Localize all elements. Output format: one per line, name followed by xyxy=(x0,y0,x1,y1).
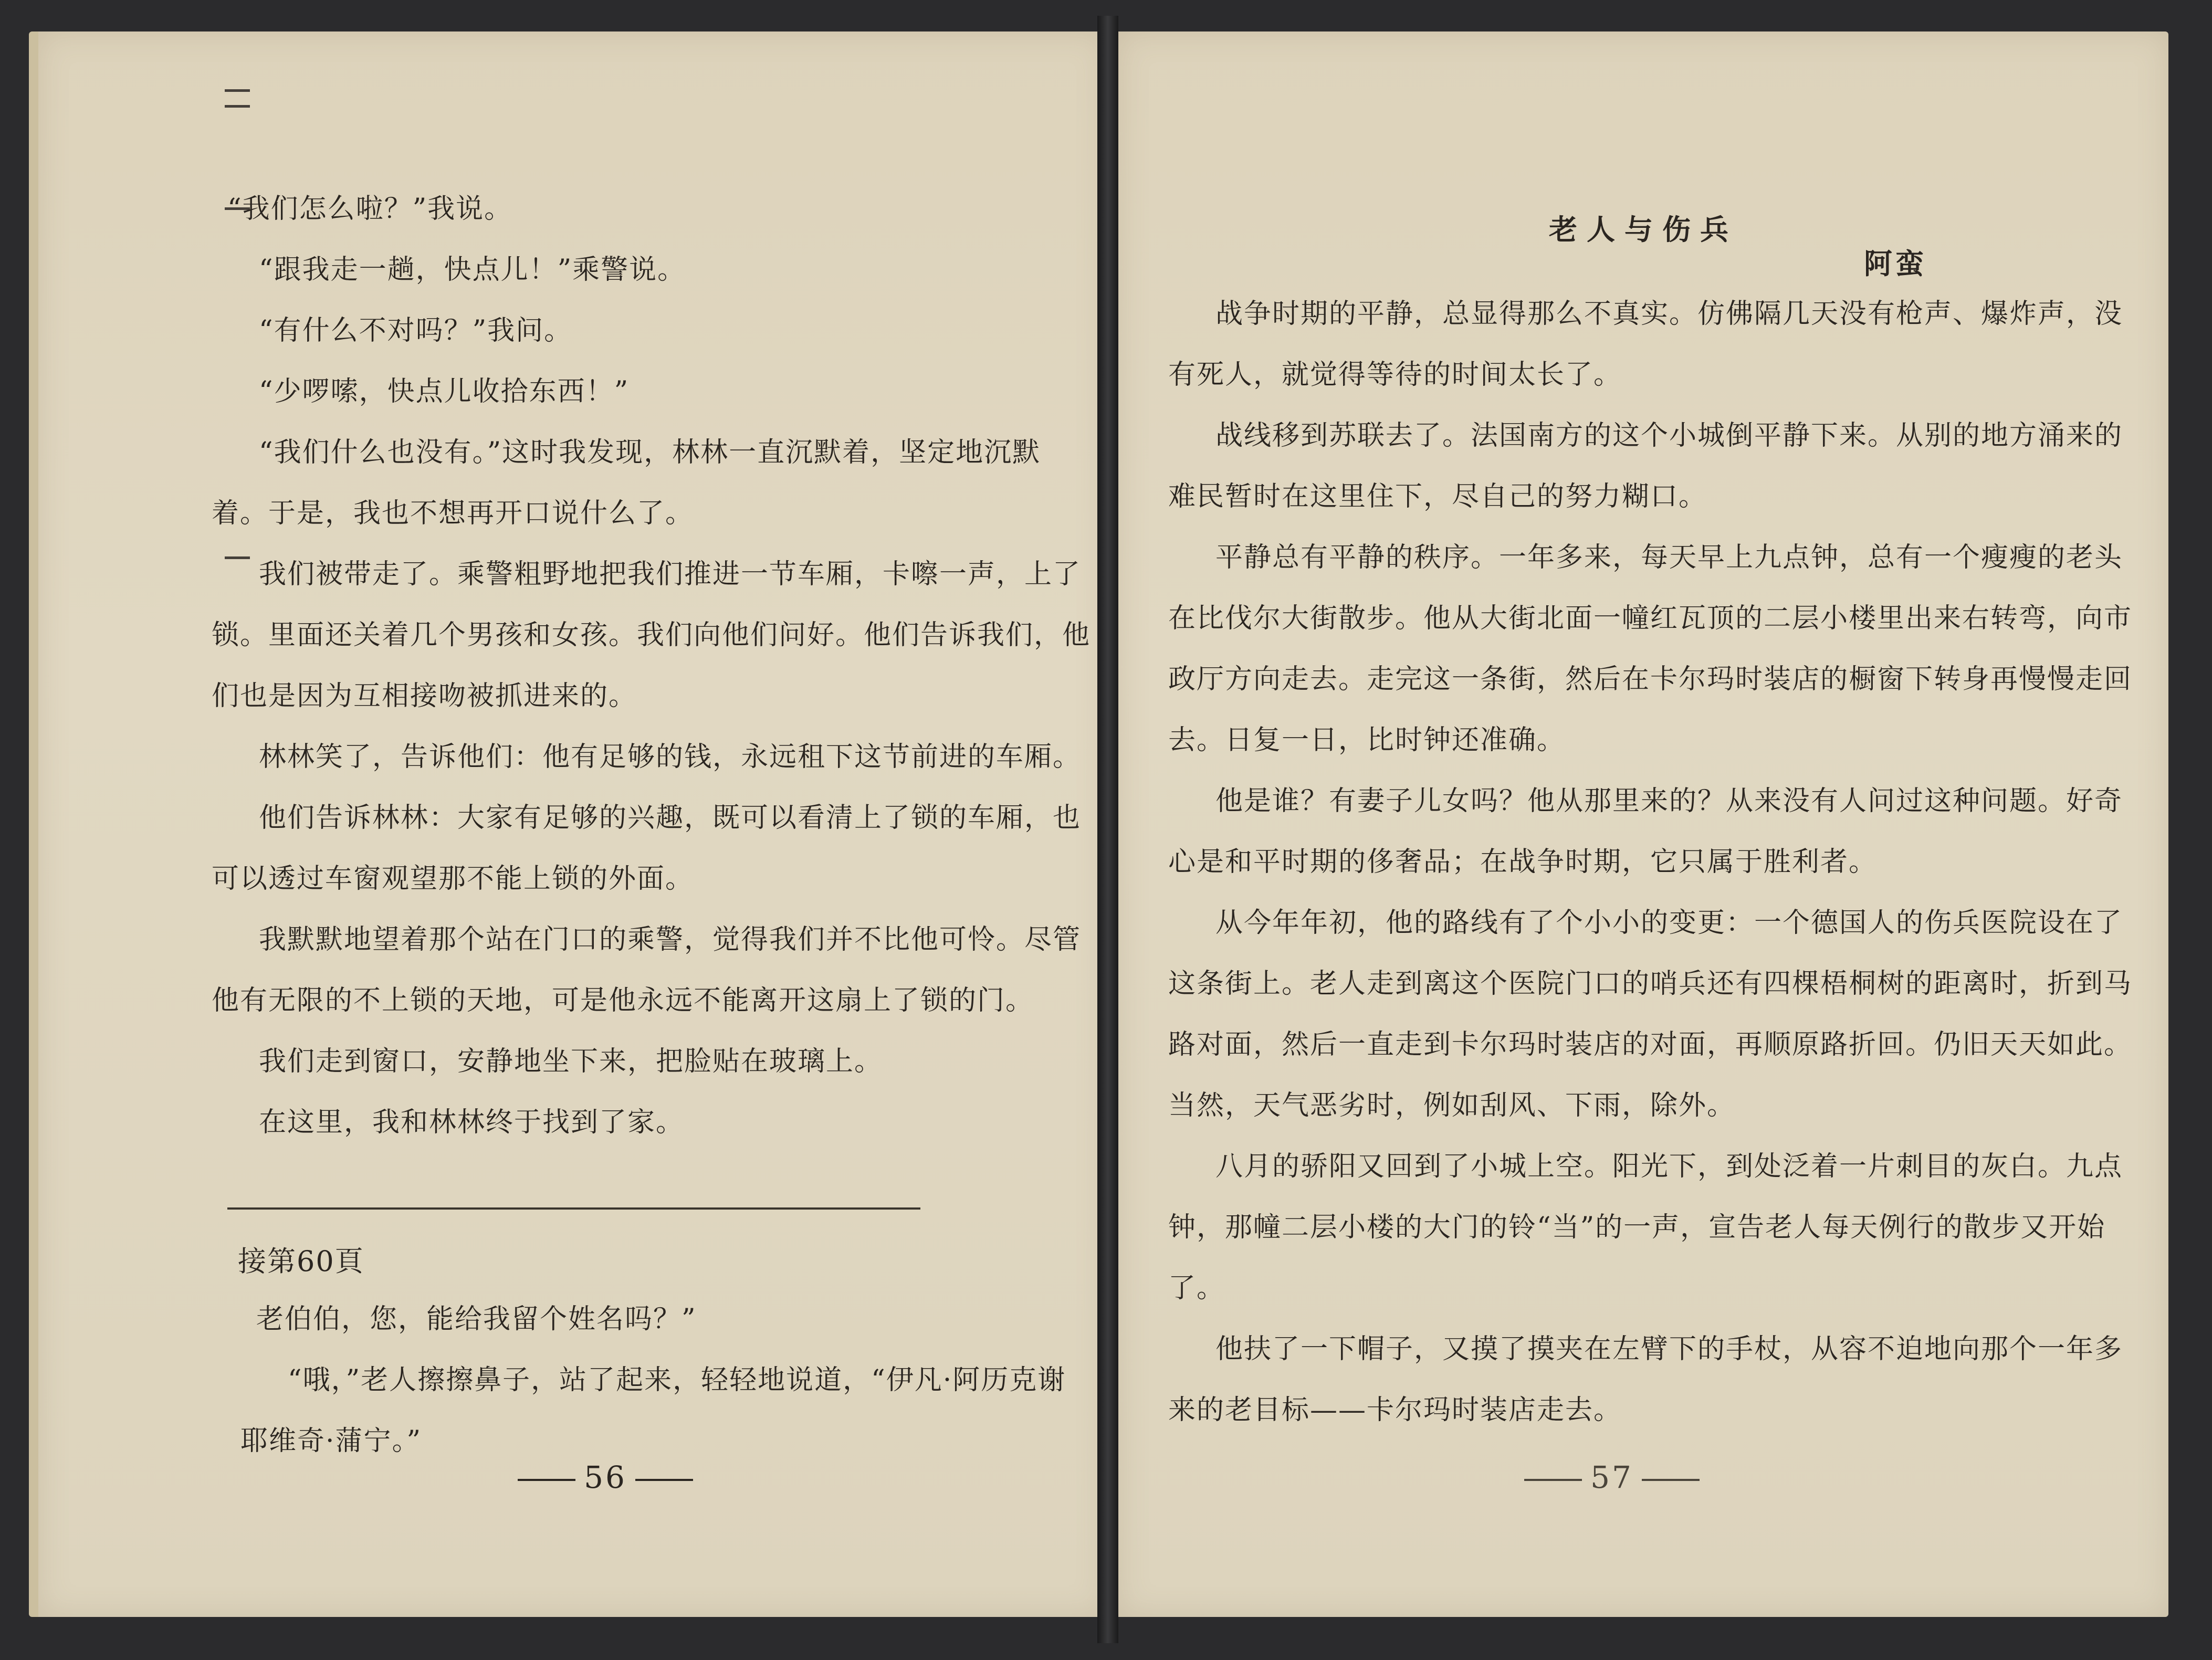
dash-decoration xyxy=(518,1479,575,1481)
paragraph: “哦，”老人擦擦鼻子，站了起来，轻轻地说道，“伊凡·阿历克谢耶维奇·蒲宁。” xyxy=(240,1364,1066,1457)
paragraph: 八月的骄阳又回到了小城上空。阳光下，到处泛着一片刺目的灰白。九点钟，那幢二层小楼的大门的铃“当”的一声，宣告老人每天例行的散步又开始了。 xyxy=(1168,1151,2123,1304)
section-divider xyxy=(227,1207,920,1210)
continued-heading: 接第60頁 xyxy=(238,1245,364,1278)
story-author: 阿蛮 xyxy=(1864,247,1927,280)
paragraph: “我们怎么啦？”我说。 xyxy=(227,193,513,225)
paragraph: 在这里，我和林林终于找到了家。 xyxy=(259,1107,685,1138)
page-number xyxy=(1454,1459,1769,1495)
dash-decoration xyxy=(1524,1479,1582,1481)
margin-mark xyxy=(225,105,250,108)
paragraph: “有什么不对吗？”我问。 xyxy=(259,315,573,346)
right-page xyxy=(1118,31,2168,1617)
paragraph: 他们告诉林林：大家有足够的兴趣，既可以看清上了锁的车厢，也可以透过车窗观望那不能上锁的外面。 xyxy=(212,802,1082,895)
book-gutter xyxy=(1097,16,1118,1643)
paragraph: 我们被带走了。乘警粗野地把我们推进一节车厢，卡嚓一声，上了锁。里面还关着几个男孩和女孩。我们向他们问好。他们告诉我们，他们也是因为互相接吻被抓进来的。 xyxy=(212,559,1091,712)
margin-mark xyxy=(225,89,250,92)
paragraph: “少啰嗦，快点儿收拾东西！” xyxy=(259,376,630,407)
paragraph: 他扶了一下帽子，又摸了摸夹在左臂下的手杖，从容不迫地向那个一年多来的老目标——卡尔玛时装店走去。 xyxy=(1168,1333,2123,1426)
story-title: 老人与伤兵 xyxy=(1549,213,1738,246)
paragraph: 战争时期的平静，总显得那么不真实。仿佛隔几天没有枪声、爆炸声，没有死人，就觉得等待的时间太长了。 xyxy=(1168,298,2123,391)
paragraph: 我们走到窗口，安静地坐下来，把脸贴在玻璃上。 xyxy=(259,1046,883,1077)
paragraph: 他是谁？有妻子儿女吗？他从那里来的？从来没有人问过这种问题。好奇心是和平时期的侈奢品；在战争时期，它只属于胜利者。 xyxy=(1168,785,2123,878)
continued-text xyxy=(240,1289,1091,1472)
right-page-text xyxy=(1168,283,2134,1441)
left-page-text xyxy=(212,178,1094,1153)
left-page xyxy=(29,31,1107,1617)
paragraph: 平静总有平静的秩序。一年多来，每天早上九点钟，总有一个瘦瘦的老头在比伐尔大街散步。他从大街北面一幢红瓦顶的二层小楼里出来右转弯，向市政厅方向走去。走完这一条街，然后在卡尔玛时装店的橱窗下转身再慢慢走回去。日复一日，比时钟还准确。 xyxy=(1168,542,2133,756)
page-number-value: 56 xyxy=(584,1459,627,1495)
paragraph: 老伯伯，您，能给我留个姓名吗？” xyxy=(256,1304,697,1335)
page-number-value: 57 xyxy=(1590,1459,1633,1495)
paragraph: “跟我走一趟，快点儿！”乘警说。 xyxy=(259,254,686,286)
page-number xyxy=(448,1459,763,1495)
paragraph: 林林笑了，告诉他们：他有足够的钱，永远租下这节前进的车厢。 xyxy=(259,741,1082,773)
paragraph: 战线移到苏联去了。法国南方的这个小城倒平静下来。从别的地方涌来的难民暂时在这里住下，尽自己的努力糊口。 xyxy=(1168,420,2123,512)
dash-decoration xyxy=(1642,1479,1700,1481)
paragraph: 我默默地望着那个站在门口的乘警，觉得我们并不比他可怜。尽管他有无限的不上锁的天地，可是他永远不能离开这扇上了锁的门。 xyxy=(212,924,1082,1016)
paragraph: “我们什么也没有。”这时我发现，林林一直沉默着，坚定地沉默着。于是，我也不想再开口说什么了。 xyxy=(212,437,1041,529)
paragraph: 从今年年初，他的路线有了个小小的变更：一个德国人的伤兵医院设在了这条街上。老人走到离这个医院门口的哨兵还有四棵梧桐树的距离时，折到马路对面，然后一直走到卡尔玛时装店的对面，再顺原路折回。仍旧天天如此。当然，天气恶劣时，例如刮风、下雨，除外。 xyxy=(1168,907,2133,1121)
dash-decoration xyxy=(635,1479,693,1481)
